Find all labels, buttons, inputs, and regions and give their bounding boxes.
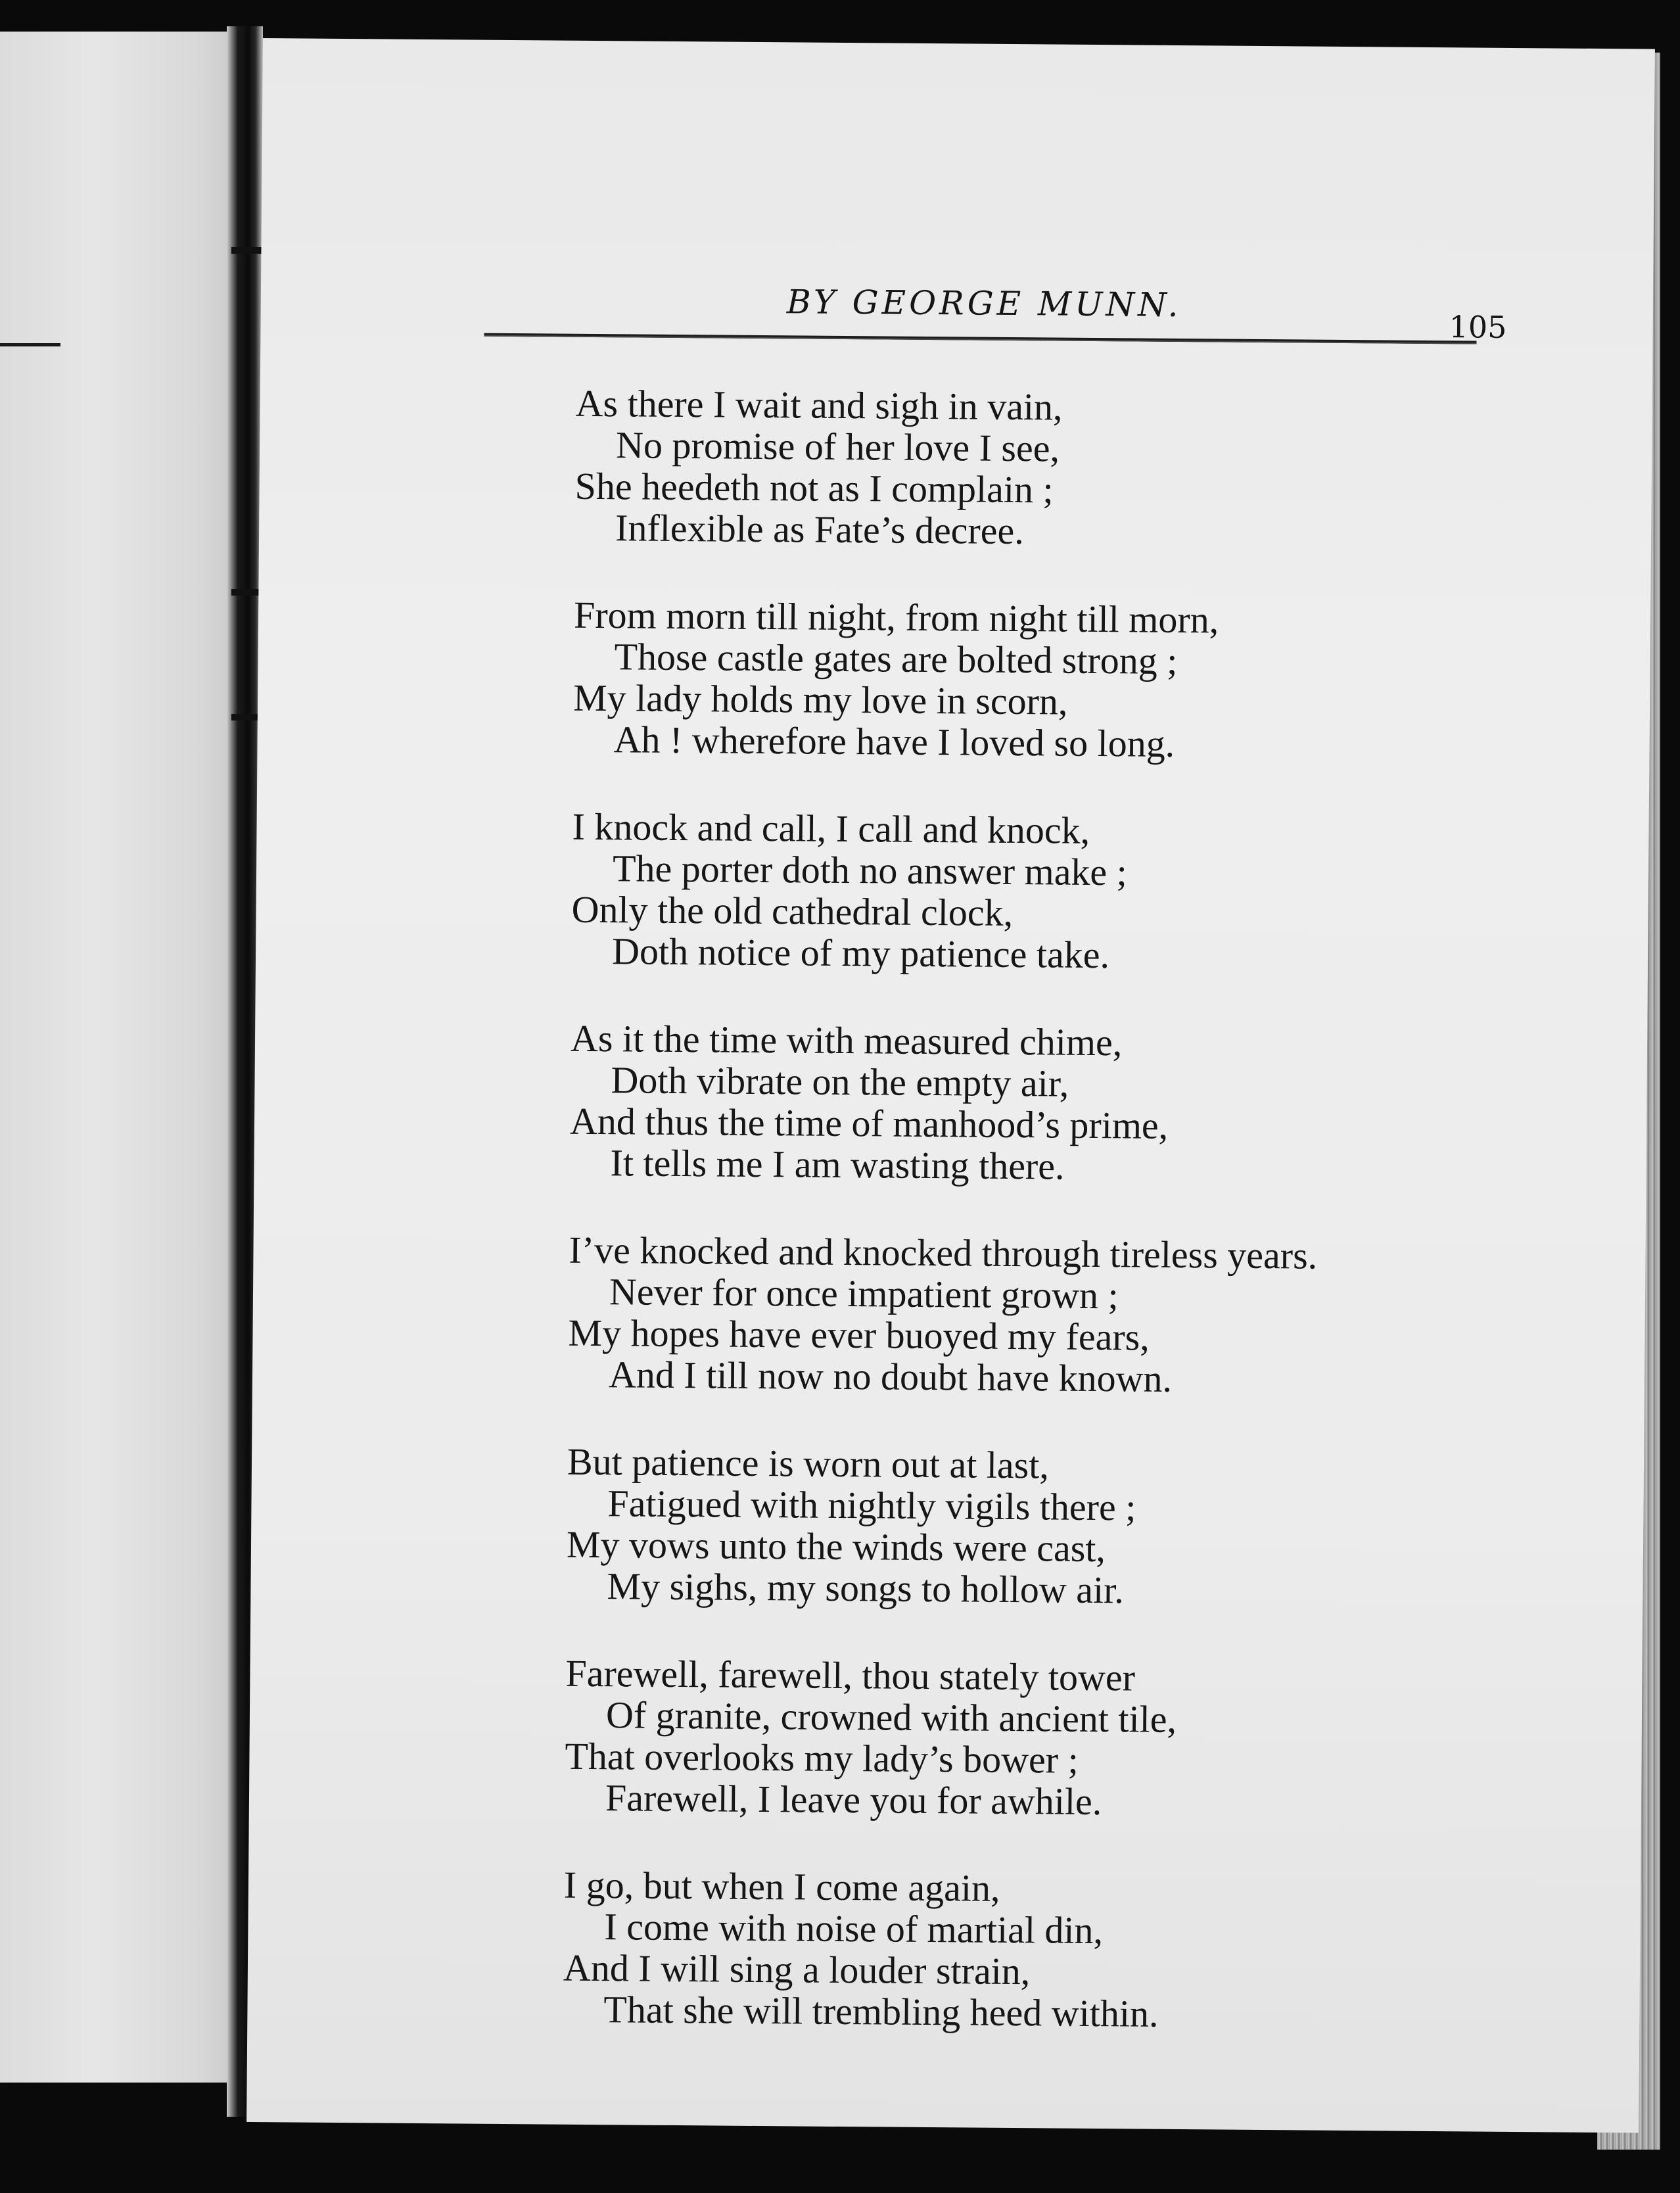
verse-line: No promise of her love I see,	[615, 423, 1060, 470]
stanza	[563, 1864, 1550, 2038]
verse-line: And thus the time of manhood’s prime,	[569, 1099, 1169, 1147]
running-head: BY GEORGE MUNN.	[786, 283, 1182, 324]
verse-line: That she will trembling heed within.	[603, 1988, 1159, 2035]
stanza	[568, 1229, 1555, 1403]
page-number: 105	[1449, 309, 1507, 345]
verse-line: Of granite, crowned with ancient tile,	[605, 1693, 1177, 1741]
verse-line: It tells me I am wasting there.	[610, 1141, 1065, 1188]
header-rule	[484, 333, 1476, 344]
verse-line: And I till now no doubt have known.	[608, 1353, 1173, 1400]
verse-line: As there I wait and sigh in vain,	[575, 381, 1063, 429]
verse-line: Only the old cathedral clock,	[571, 887, 1014, 935]
verse-line: I come with noise of martial din,	[604, 1905, 1104, 1952]
previous-page-edge	[0, 32, 237, 2083]
verse-line: Doth notice of my patience take.	[611, 930, 1110, 977]
poem-body	[563, 383, 1562, 2084]
verse-line: Farewell, I leave you for awhile.	[605, 1776, 1102, 1824]
verse-line: Never for once impatient grown ;	[609, 1270, 1119, 1317]
book-page	[246, 38, 1655, 2133]
stanza	[571, 806, 1558, 979]
stanza	[572, 594, 1560, 768]
stanza	[565, 1653, 1552, 1826]
verse-line: But patience is worn out at last,	[567, 1440, 1050, 1487]
verse-line: Inflexible as Fate’s decree.	[615, 506, 1025, 553]
verse-line: My sighs, my songs to hollow air.	[607, 1565, 1125, 1612]
verse-line: She heedeth not as I complain ;	[574, 464, 1054, 511]
verse-line: My vows unto the winds were cast,	[566, 1522, 1106, 1570]
verse-line: From morn till night, from night till morn,	[573, 593, 1219, 642]
verse-line: My lady holds my love in scorn,	[572, 676, 1068, 723]
verse-line: The porter doth no answer make ;	[612, 847, 1128, 894]
verse-line: I knock and call, I call and knock,	[572, 805, 1090, 852]
verse-line: I go, but when I come again,	[563, 1863, 1000, 1910]
verse-line: That overlooks my lady’s bower ;	[565, 1734, 1079, 1781]
verse-line: Doth vibrate on the empty air,	[611, 1058, 1069, 1105]
page-header	[260, 38, 1655, 391]
verse-line: Those castle gates are bolted strong ;	[614, 635, 1178, 682]
stanza	[566, 1441, 1553, 1615]
verse-line: As it the time with measured chime,	[570, 1016, 1123, 1064]
stanza	[574, 383, 1562, 556]
verse-line: Ah ! wherefore have I loved so long.	[613, 718, 1175, 765]
verse-line: I’ve knocked and knocked through tireless years.	[569, 1228, 1318, 1277]
stanza	[569, 1018, 1556, 1191]
previous-page-rule	[0, 343, 60, 346]
verse-line: Farewell, farewell, thou stately tower	[565, 1651, 1136, 1699]
verse-line: My hopes have ever buoyed my fears,	[568, 1311, 1150, 1359]
verse-line: Fatigued with nightly vigils there ;	[607, 1482, 1136, 1529]
verse-line: And I will sing a louder strain,	[563, 1946, 1031, 1993]
